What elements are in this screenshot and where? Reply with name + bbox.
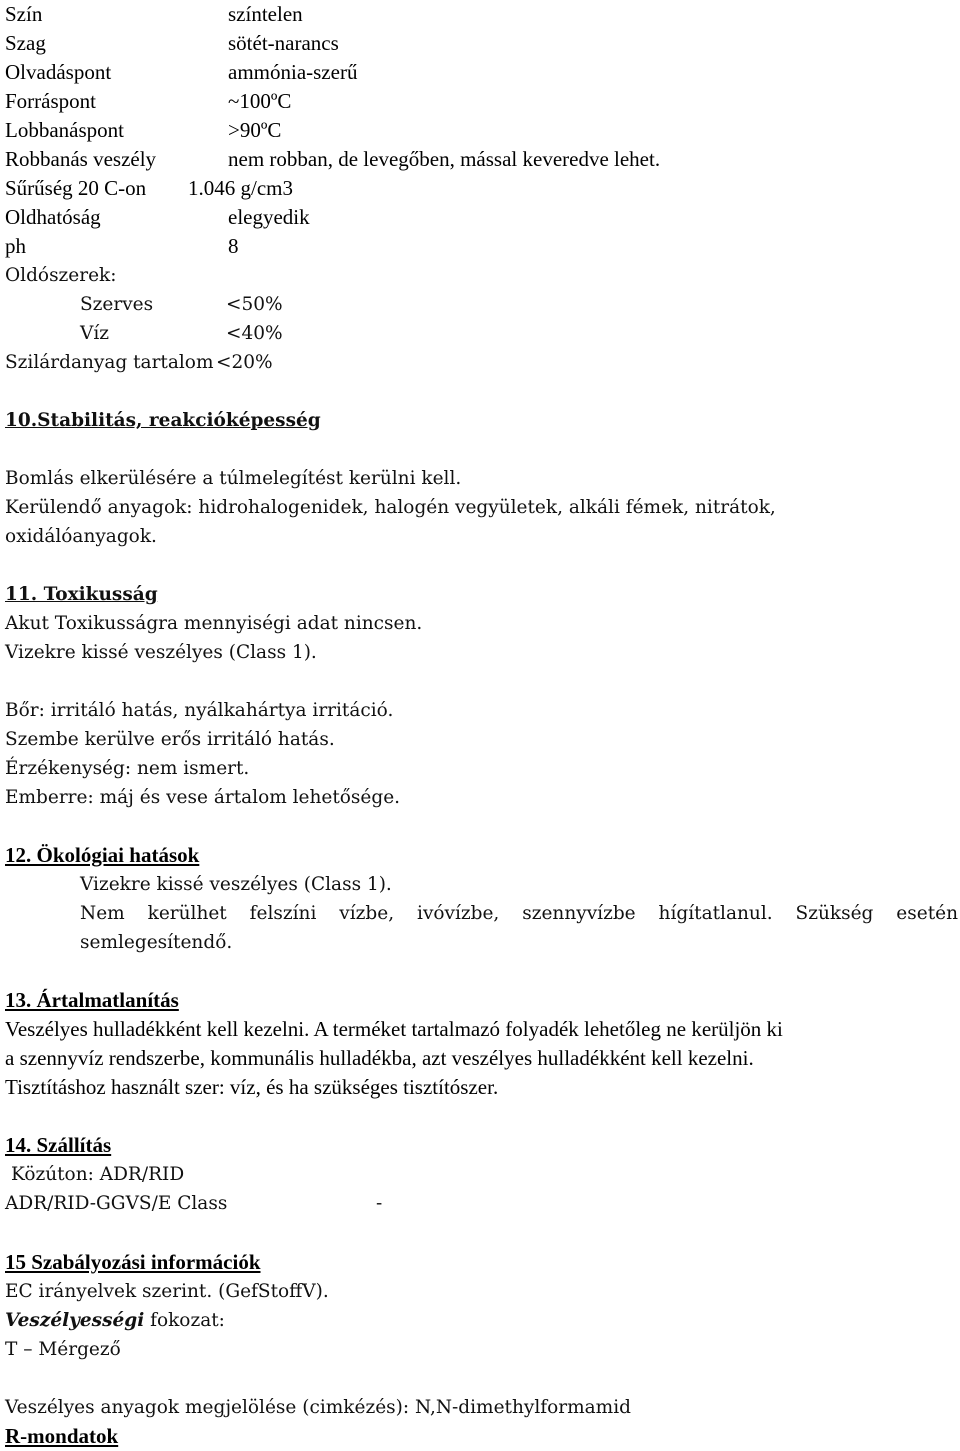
section-14-heading: 14. Szállítás [5, 1133, 112, 1157]
prop-value: sötét-narancs [228, 31, 339, 55]
section-13-line: a szennyvíz rendszerbe, kommunális hulladékba, azt veszélyes hulladékként kell kezelni. [5, 1046, 754, 1070]
section-11-heading: 11. Toxikusság [5, 584, 158, 605]
section-14-value: - [376, 1193, 383, 1214]
prop-label: Oldhatóság [5, 205, 101, 229]
section-12-heading: 12. Ökológiai hatások [5, 843, 200, 867]
solvents-szerves-label: Szerves [80, 294, 154, 315]
section-11-line: Akut Toxikusságra mennyiségi adat nincsen. [5, 613, 423, 634]
solvents-szerves-value: <50% [226, 294, 283, 315]
prop-value: >90ºC [228, 118, 282, 142]
prop-label: Szag [5, 31, 46, 55]
prop-label: Lobbanáspont [5, 118, 124, 142]
prop-label: Robbanás veszély [5, 147, 157, 171]
section-15-text: fokozat: [144, 1310, 225, 1331]
section-12-line: semlegesítendő. [80, 932, 233, 953]
solvents-solid-label: Szilárdanyag tartalom [5, 352, 214, 373]
prop-value: ~100ºC [228, 89, 292, 113]
prop-value: elegyedik [228, 205, 310, 229]
section-14-line: Közúton: ADR/RID [11, 1164, 185, 1185]
prop-label: Olvadáspont [5, 60, 112, 84]
solvents-label: Oldószerek: [5, 265, 117, 286]
section-12-line: Nem kerülhet felszíni vízbe, ivóvízbe, szennyvízbe hígítatlanul. Szükség esetén [80, 903, 958, 924]
section-15-emphasis: Veszélyességi [5, 1310, 145, 1331]
section-10-line: Bomlás elkerülésére a túlmelegítést kerülni kell. [5, 468, 462, 489]
prop-label: Sűrűség 20 C-on [5, 176, 147, 200]
section-13-line: Veszélyes hulladékként kell kezelni. A terméket tartalmazó folyadék lehetőleg ne kerüljön ki [5, 1017, 783, 1041]
section-15-heading: 15 Szabályozási információk [5, 1250, 261, 1274]
section-11-line: Érzékenység: nem ismert. [5, 758, 250, 779]
prop-label: ph [5, 234, 26, 258]
section-15-line: EC irányelvek szerint. (GefStoffV). [5, 1281, 329, 1302]
section-11-line: Bőr: irritáló hatás, nyálkahártya irritáció. [5, 700, 394, 721]
section-11-line: Emberre: máj és vese ártalom lehetősége. [5, 787, 401, 808]
prop-value: nem robban, de levegőben, mással keveredve lehet. [228, 147, 661, 171]
prop-value: színtelen [228, 2, 303, 26]
prop-label: Forráspont [5, 89, 96, 113]
section-10-heading: 10.Stabilitás, reakcióképesség [5, 410, 321, 431]
section-13-heading: 13. Ártalmatlanítás [5, 988, 179, 1012]
prop-label: Szín [5, 2, 43, 26]
prop-value: 8 [228, 234, 239, 258]
section-15-line: T – Mérgező [5, 1339, 121, 1360]
prop-value: ammónia-szerű [228, 60, 358, 84]
section-12-line: Vizekre kissé veszélyes (Class 1). [80, 874, 392, 895]
section-15-line: Veszélyes anyagok megjelölése (cimkézés): N,N-dimethylformamid [5, 1397, 631, 1418]
solvents-viz-value: <40% [226, 323, 283, 344]
section-15-line [5, 1306, 225, 1335]
prop-value: 1.046 g/cm3 [188, 176, 293, 200]
section-11-line: Szembe kerülve erős irritáló hatás. [5, 729, 335, 750]
section-14-line: ADR/RID-GGVS/E Class [5, 1193, 228, 1214]
solvents-solid-value: <20% [216, 352, 273, 373]
section-10-line: oxidálóanyagok. [5, 526, 157, 547]
section-15-subheading: R-mondatok [5, 1424, 119, 1448]
section-13-line: Tisztításhoz használt szer: víz, és ha szükséges tisztítószer. [5, 1075, 499, 1099]
solvents-viz-label: Víz [80, 323, 110, 344]
section-10-line: Kerülendő anyagok: hidrohalogenidek, halogén vegyületek, alkáli fémek, nitrátok, [5, 497, 776, 518]
section-11-line: Vizekre kissé veszélyes (Class 1). [5, 642, 317, 663]
